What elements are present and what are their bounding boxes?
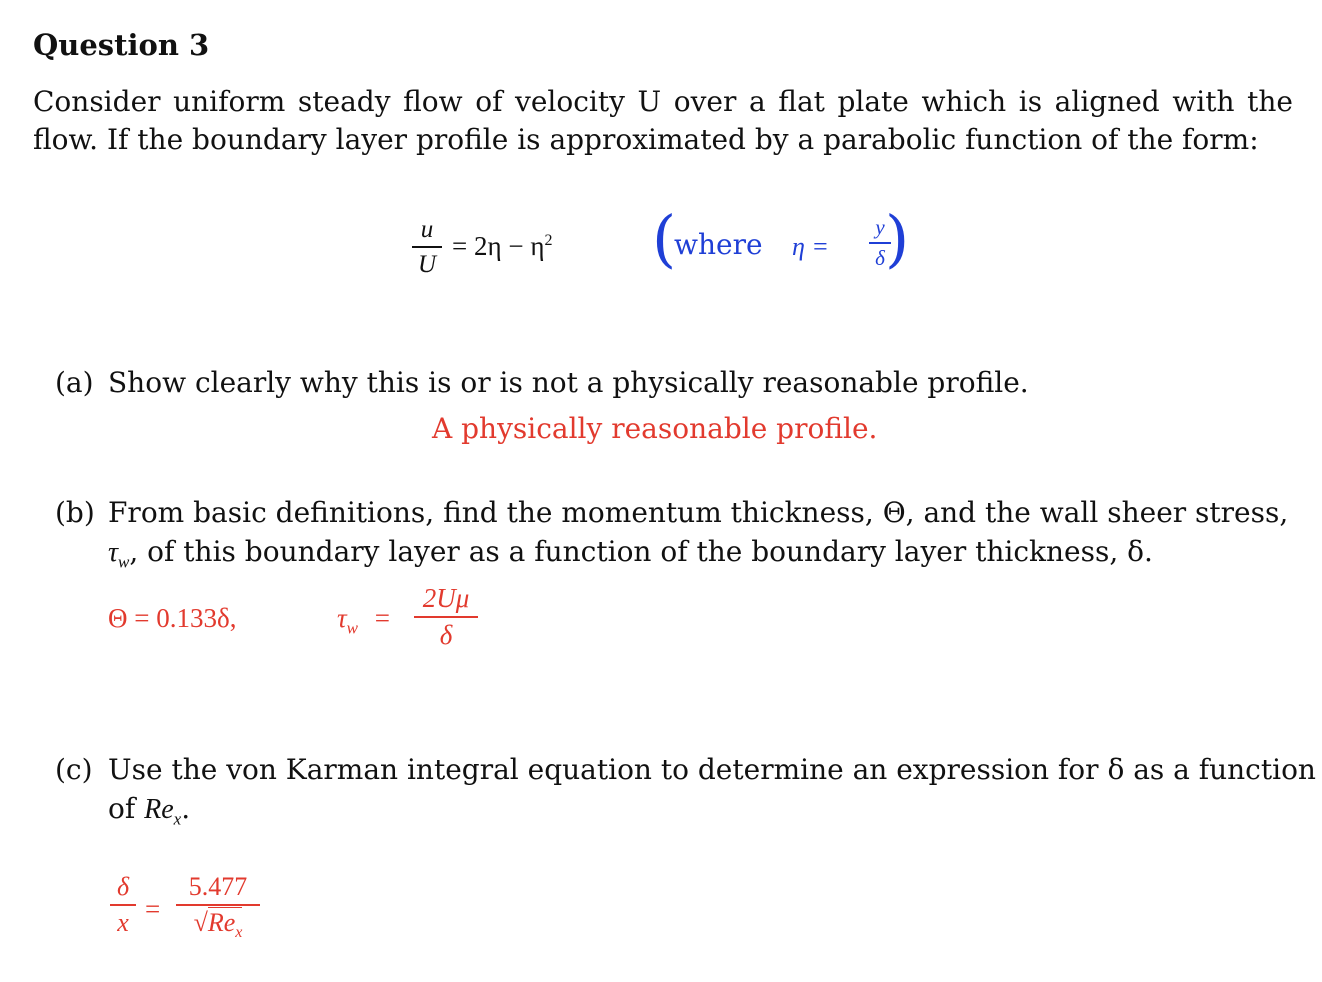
question-title: Question 3 [33, 28, 210, 62]
eta-numerator: y [875, 215, 885, 239]
lhs-fraction [412, 217, 442, 277]
answer-delta-fraction [110, 874, 136, 936]
part-b-text-line1: From basic definitions, find the momentum thickness, Θ, and the wall sheer stress, [108, 496, 1289, 529]
fraction-bar [176, 904, 260, 906]
part-a-label: (a) [55, 366, 94, 399]
answer-tau-fraction [414, 585, 478, 649]
answer-equals: = [145, 894, 161, 924]
answer-theta: Θ = 0.133δ, [108, 603, 237, 633]
tau-denominator: δ [439, 619, 453, 650]
eta-equals: η = [792, 232, 829, 261]
delta-denominator: x [117, 907, 129, 937]
re-numerator: 5.477 [188, 872, 248, 901]
part-b-label: (b) [55, 496, 95, 529]
sqrt-symbol: √ [193, 907, 208, 937]
fraction-bar [414, 616, 478, 618]
where-word: where [674, 228, 763, 261]
part-c-text-line2: of $Re_x$. [108, 792, 191, 829]
rhs-expression: = $2\eta - \eta^2$ [452, 231, 553, 261]
part-a-answer: A physically reasonable profile. [432, 412, 878, 445]
part-c-text-line1: Use the von Karman integral equation to determine an expression for δ as a function [108, 753, 1316, 786]
re-denominator: $√Re_x$ [193, 907, 243, 941]
part-b-text-line2: $\tau_w$, of this boundary layer as a function of the boundary layer thickness, δ. [108, 535, 1153, 572]
answer-tau: $\tau_w$ = [337, 603, 390, 638]
fraction-bar [412, 246, 442, 248]
question-intro: Consider uniform steady flow of velocity U over a flat plate which is aligned with the flow. If the boundary layer profile is approximated by a parabolic function of the form: [33, 85, 1293, 156]
fraction-bar [110, 904, 136, 906]
lhs-numerator: u [420, 216, 434, 243]
eta-denominator: δ [875, 245, 885, 270]
lhs-denominator: U [417, 250, 437, 278]
left-paren: ( [652, 202, 677, 275]
right-paren: ) [885, 202, 910, 275]
part-a-text: Show clearly why this is or is not a physically reasonable profile. [108, 366, 1029, 399]
answer-re-fraction [176, 874, 260, 941]
tau-numerator: 2Uμ [422, 583, 470, 613]
part-c-label: (c) [55, 753, 93, 786]
delta-numerator: δ [116, 872, 130, 901]
